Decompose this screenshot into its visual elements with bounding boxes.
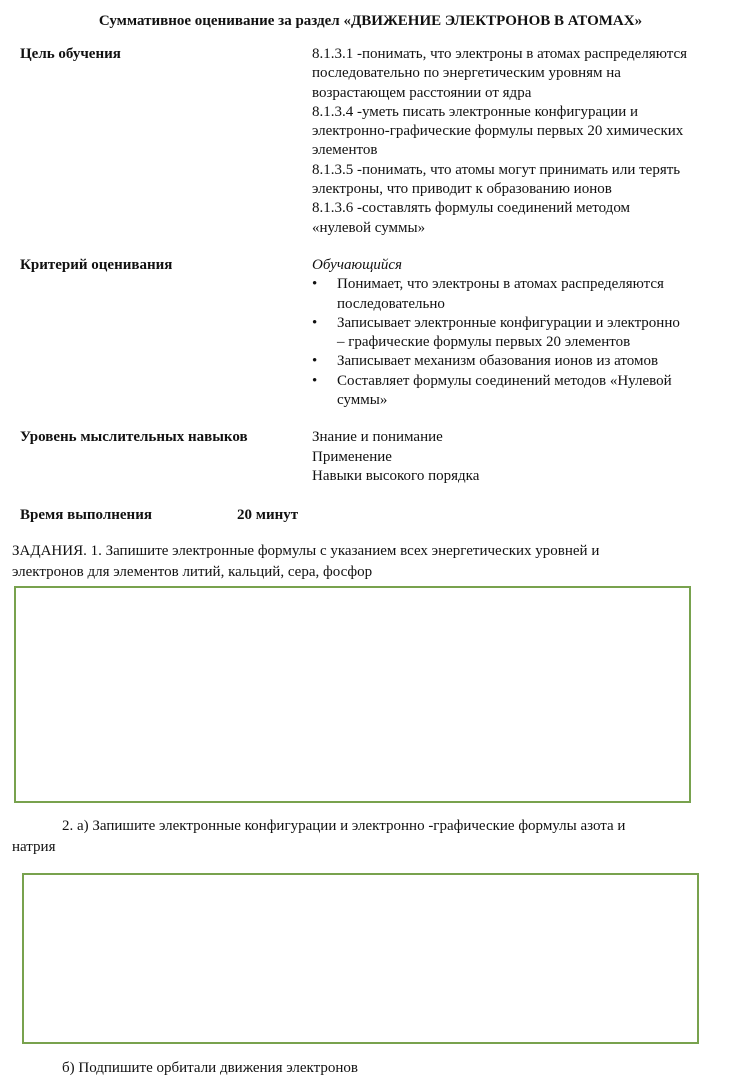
skills-text	[312, 428, 737, 487]
task-2a-text	[12, 816, 732, 858]
criteria-line: суммы»	[337, 392, 388, 409]
skills-line: Навыки высокого порядка	[312, 468, 480, 484]
task-2a-line: натрия	[12, 839, 56, 855]
criteria-line: Записывает механизм обазования ионов из атомов	[337, 353, 659, 370]
task-2b-text: б) Подпишите орбитали движения электронов	[62, 1060, 358, 1076]
goal-line: элементов	[312, 142, 378, 159]
time-label: Время выполнения	[20, 507, 152, 523]
answer-box-task-1[interactable]	[14, 586, 691, 803]
criteria-item	[312, 372, 737, 411]
goal-text	[312, 45, 737, 238]
skills-line: Применение	[312, 448, 392, 465]
goal-line: 8.1.3.5 -понимать, что атомы могут принимать или терять	[312, 161, 681, 178]
task-1-line: электронов для элементов литий, кальций, сера, фосфор	[12, 564, 373, 580]
criteria-list	[312, 275, 737, 410]
goal-line: электронно-графические формулы первых 20 химических	[312, 123, 684, 140]
time-value: 20 минут	[237, 507, 299, 523]
goal-line: 8.1.3.1 -понимать, что электроны в атомах распределяются	[312, 46, 688, 62]
criteria-line: Понимает, что электроны в атомах распределяются	[337, 276, 664, 293]
goal-label: Цель обучения	[20, 46, 121, 62]
criteria-label: Критерий оценивания	[20, 257, 173, 273]
criteria-intro: Обучающийся	[312, 257, 403, 273]
goal-line: последовательно по энергетическим уровням на	[312, 65, 621, 82]
goal-line: возрастающем расстоянии от ядра	[312, 84, 532, 101]
criteria-item	[312, 352, 737, 371]
skills-line: Знание и понимание	[312, 429, 443, 445]
bullet-icon: •	[312, 276, 318, 293]
task-1-line: ЗАДАНИЯ. 1. Запишите электронные формулы с указанием всех энергетических уровней и	[12, 543, 600, 559]
document-title: Суммативное оценивание за раздел «ДВИЖЕНИЕ ЭЛЕКТРОНОВ В АТОМАХ»	[98, 13, 643, 29]
criteria-item	[312, 314, 737, 353]
criteria-line: – графические формулы первых 20 элементов	[337, 334, 631, 351]
goal-line: 8.1.3.4 -уметь писать электронные конфигурации и	[312, 103, 639, 120]
goal-line: электроны, что приводит к образованию ионов	[312, 181, 612, 198]
goal-line: «нулевой суммы»	[312, 219, 426, 236]
criteria-text	[312, 256, 737, 410]
bullet-icon: •	[312, 372, 318, 389]
criteria-line: Записывает электронные конфигурации и электронно	[337, 314, 680, 331]
task-2a-line: 2. а) Запишите электронные конфигурации и электронно -графические формулы азота и	[62, 818, 626, 834]
skills-label: Уровень мыслительных навыков	[20, 429, 248, 445]
bullet-icon: •	[312, 314, 318, 331]
answer-box-task-2a[interactable]	[22, 873, 699, 1044]
criteria-line: Составляет формулы соединений методов «Нулевой	[337, 372, 672, 389]
bullet-icon: •	[312, 353, 318, 370]
goal-line: 8.1.3.6 -составлять формулы соединений методом	[312, 200, 631, 217]
criteria-item	[312, 275, 737, 314]
criteria-line: последовательно	[337, 295, 445, 312]
task-1-text	[12, 541, 732, 583]
